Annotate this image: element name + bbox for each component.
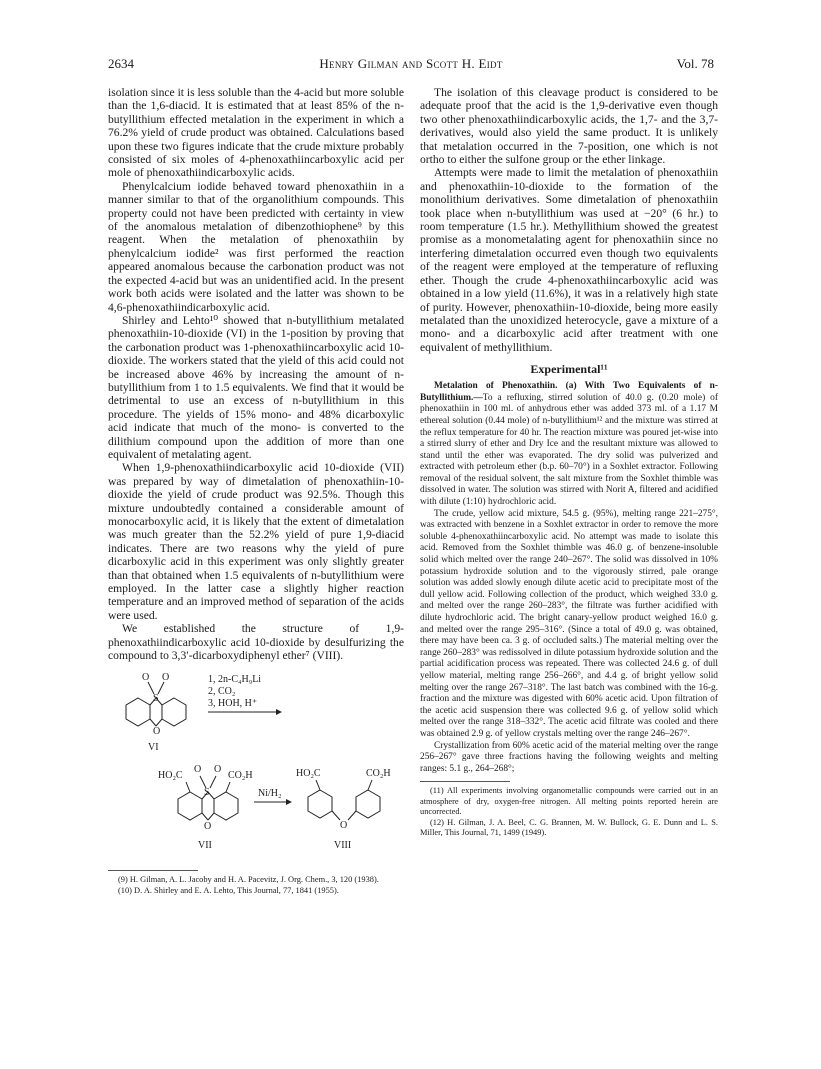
reagent-ni-h2: Ni/H₂ <box>258 788 282 800</box>
oxygen-atom: O <box>340 820 348 832</box>
oxygen-atom: O <box>153 726 161 738</box>
reagent-step-1: 1, 2n-C₄H₉Li <box>208 674 262 686</box>
footnotes <box>420 786 718 838</box>
paragraph: The crude, yellow acid mixture, 54.5 g. (95%), melting range 221–275°, was extracted with benzene in a Soxhlet extractor in order to remove the more soluble 4-phenoxathiincarboxylic acid. No attempt was made to isolate this acid. Removed from the Soxhlet thimble was 46.0 g. of benzene-insoluble solid which melted over the range 240–267°. The solid was dissolved in 10% potassium hydroxide solution and to the vigorously stirred, pale orange solution was added slowly enough dilute acetic acid to precipitate most of the dull yellow acid. Following collection of the product, which weighed 33.0 g. and melted over the range 260–283°, the filtrate was further acidified with dilute hydrochloric acid. The bright canary-yellow product weighed 16.0 g. and melted over the range 295–316°. (Since a total of 49.0 g. was obtained, there may have been ca. 3 g. of occluded salts.) The material melting over the range 260–283° was redissolved in dilute potassium hydroxide solution and the partial acidification process was repeated. There was collected 24.6 g. of dull yellow material, melting range 256–266°, and 4.4 g. of bright yellow solid melting over the range 267–318°. The last batch was combined with the 16-g. fraction and the mixture was digested with 60% acetic acid. Upon filtration of the acetic acid suspension there was collected 9.6 g. of yellow solid which melted over the range 318–332°. The acetic acid filtrate was cooled and there was obtained 2.9 g. of yellow crystals melting over the range 246–267°. <box>420 508 718 739</box>
compound-label-vii: VII <box>198 840 212 852</box>
paragraph-text: To a refluxing, stirred solution of 40.0 g. (0.20 mole) of phenoxathiin in 100 ml. of anhydrous ether was added 373 ml. of a 1.17 M ethereal solution (0.44 mole) of n-butyllithium¹² and the mixture was stirred at the reflux temperature for 40 hr. The reaction mixture was poured jet-wise into a stirred slurry of ether and Dry Ice and the resultant mixture was allowed to stand until the ether was evaporated. The dry solid was pulverized and extracted with petroleum ether (b.p. 60–70°) in a Soxhlet extractor. Following removal of the residual solvent, the salt mixture from the Soxhlet thimble was dissolved in water. The solution was stirred with Norit A, filtered and acidified with dilute (1:10) hydrochloric acid. <box>420 392 718 508</box>
carboxyl-group: CO₂H <box>228 770 253 782</box>
footnote-rule <box>420 781 510 782</box>
compound-vii-structure <box>178 776 238 820</box>
footnote: (12) H. Gilman, J. A. Beel, C. G. Brannen, M. W. Bullock, G. E. Dunn and L. S. Miller, This Journal, 71, 1499 (1949). <box>420 817 718 837</box>
paragraph: When 1,9-phenoxathiindicarboxylic acid 10-dioxide (VII) was prepared by way of dimetalation of phenoxathiin-10-dioxide the yield of crude product was 92.5%. Though this mixture undoubtedly contained a considerable amount of monocarboxylic acid, it is likely that the extent of dimetalation was much greater than the 52.2% yield of pure 1,9-diacid indicates. There are two reasons why the yield of pure dicarboxylic acid in this experiment was only slightly greater than that obtained when 1.5 equivalents of n-butyllithium were employed. In the latter case a slightly higher reaction temperature and an improved method of separation of the acids were used. <box>108 461 404 622</box>
footnotes <box>108 875 404 896</box>
page-header <box>108 56 714 78</box>
carboxyl-group: HO₂C <box>296 768 321 780</box>
reagent-step-2: 2, CO₂ <box>208 686 236 698</box>
paragraph: We established the structure of 1,9-phenoxathiindicarboxylic acid 10-dioxide by desulfurizing the compound to 3,3′-dicarboxydiphenyl ether⁷ (VIII). <box>108 622 404 663</box>
sulfone-oxygen: O <box>142 672 150 684</box>
reagent-step-3: 3, HOH, H⁺ <box>208 698 258 710</box>
compound-label-vi: VI <box>148 742 159 754</box>
arrow-head <box>286 799 292 805</box>
sulfone-oxygen: O <box>162 672 170 684</box>
reaction-scheme <box>108 668 404 864</box>
compound-viii-structure <box>308 780 380 820</box>
footnote-rule <box>108 870 198 871</box>
paragraph: The isolation of this cleavage product is considered to be adequate proof that the acid is the 1,9-derivative even though two other phenoxathiindicarboxylic acids, the 1,7- and the 3,7-derivatives, would also yield the same product. It is unlikely that metalation occurred in the 7-position, one which is not ortho to either the sulfone group or the ether linkage. <box>420 86 718 167</box>
compound-vi-structure <box>126 682 186 726</box>
oxygen-atom: O <box>204 821 212 833</box>
sulfur-atom: S <box>204 787 210 799</box>
volume-label: Vol. 78 <box>676 56 714 71</box>
compound-label-viii: VIII <box>334 840 352 852</box>
paragraph: Crystallization from 60% acetic acid of the material melting over the range 256–267° gave three fractions having the following weights and melting ranges: 5.1 g., 264–268°; <box>420 740 718 774</box>
sulfur-atom: S <box>153 693 159 705</box>
footnote: (9) H. Gilman, A. L. Jacoby and H. A. Pacevitz, J. Org. Chem., 3, 120 (1938). <box>118 875 379 885</box>
arrow-head <box>276 709 282 715</box>
paragraph: Shirley and Lehto¹⁰ showed that n-butyllithium metalated phenoxathiin-10-dioxide (VI) in the 1-position by proving that the carbonation product was 1-phenoxathiincarboxylic acid 10-dioxide. The workers stated that the yield of this acid could not be increased above 46% by increasing the amount of n-butyllithium from 1 to 1.5 equivalents. We find that it would be detrimental to use an excess of n-butyllithium in this procedure. The yields of 15% mono- and 48% dicarboxylic acid indicate that much of the mono- is converted to the dilithium compound upon the addition of more than one equivalent of metalating agent. <box>108 313 404 461</box>
section-heading: Experimental¹¹ <box>530 362 608 377</box>
run-in-heading: Metalation of Phenoxathiin. (a) With Two Equivalents of n-Butyllithium.— <box>420 381 718 403</box>
paragraph: Attempts were made to limit the metalation of phenoxathiin and phenoxathiin-10-dioxide to the formation of the monolithium derivatives. Some dimetalation of phenoxathiin took place when n-butyllithium was used at −20° (6 hr.) to room temperature (1.5 hr.). Methyllithium showed the greatest promise as a monometalating agent for phenoxathiin since no interfering dimetalation occurred even though two equivalents of the reagent were employed at the temperature of refluxing ether. Though the crude 4-phenoxathiincarboxylic acid was obtained in a low yield (11.6%), it was in a relatively high state of purity. However, phenoxathiin-10-dioxide, being more easily metalated than the unoxidized heterocycle, gave a mixture of a mono- and a dicarboxylic acid after treatment with one equivalent of methyllithium. <box>420 166 718 354</box>
left-column <box>108 86 404 896</box>
paragraph <box>420 381 718 509</box>
running-title: Henry Gilman and Scott H. Eidt <box>319 56 503 71</box>
sulfone-oxygen: O <box>214 764 222 776</box>
footnote: (10) D. A. Shirley and E. A. Lehto, This Journal, 77, 1841 (1955). <box>118 885 339 895</box>
paragraph: Phenylcalcium iodide behaved toward phenoxathiin in a manner similar to that of the organolithium compounds. This property could not have been predicted with certainty in view of the anomalous metalation of dibenzothiophene⁹ by this reagent. When the metalation of phenoxathiin by phenylcalcium iodide² was first performed the reaction appeared anomalous because the carbonation product was not the expected 4-acid but was an unidentified acid. In the present work both acids were isolated and the latter was shown to be 4,6-phenoxathiindicarboxylic acid. <box>108 179 404 314</box>
sulfone-oxygen: O <box>194 764 202 776</box>
experimental-section <box>420 381 718 775</box>
reaction-scheme-drawing <box>108 668 404 864</box>
carboxyl-group: HO₂C <box>158 770 183 782</box>
right-column <box>420 86 718 838</box>
paragraph: isolation since it is less soluble than the 4-acid but more soluble than the 1,6-diacid. It is estimated that at least 85% of the n-butyllithium effected metalation in the experiment in which a 76.2% yield of crude product was obtained. Calculations based upon these two figures indicate that the crude mixture probably consisted of six moles of 4-phenoxathiincarboxylic acid per mole of phenoxathiindicarboxylic acids. <box>108 86 404 180</box>
carboxyl-group: CO₂H <box>366 768 391 780</box>
page-number: 2634 <box>108 56 134 71</box>
footnote: (11) All experiments involving organometallic compounds were carried out in an atmosphere of dry, oxygen-free nitrogen. All melting points reported herein are uncorrected. <box>420 786 718 817</box>
